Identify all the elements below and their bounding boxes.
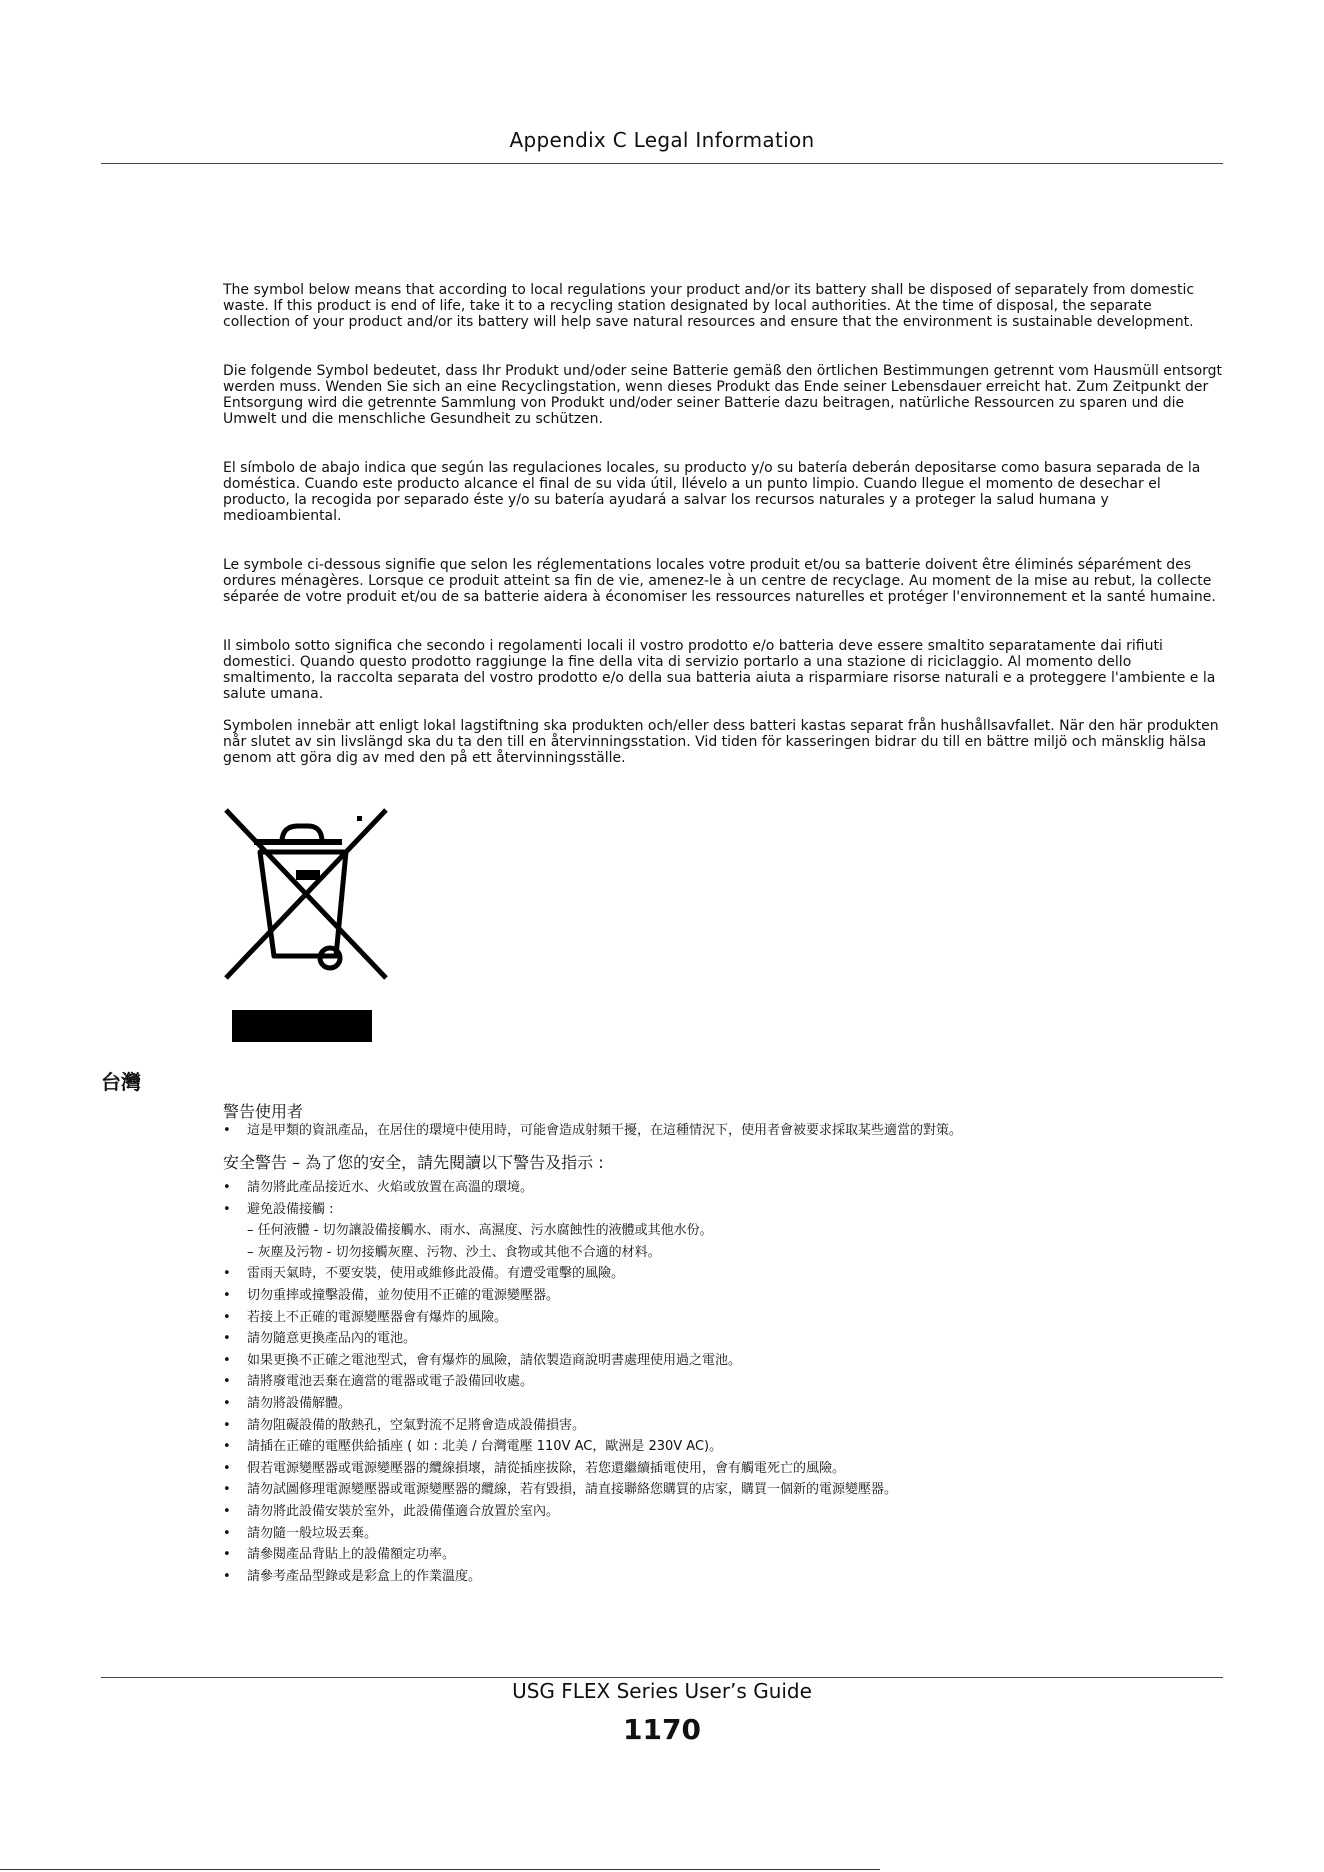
list-item — [223, 1482, 897, 1498]
bullet-icon: • — [223, 1331, 231, 1347]
list-item-text: 若接上不正確的電源變壓器會有爆炸的風險。 — [247, 1309, 508, 1325]
list-item-text: 請將廢電池丟棄在適當的電器或電子設備回收處。 — [247, 1374, 534, 1390]
list-item-text: – 灰塵及污物 - 切勿接觸灰塵、污物、沙土、食物或其他不合適的材料。 — [247, 1244, 661, 1260]
bullet-icon: • — [223, 1396, 231, 1411]
bullet-icon: • — [223, 1180, 231, 1195]
taiwan-warning-heading: 警告使用者 — [223, 1102, 304, 1121]
bullet-icon: • — [223, 1439, 231, 1455]
weee-paragraph-english: The symbol below means that according to local regulations your product and/or its battery shall be disposed of separately from domestic waste. If this product is end of life, take it to a recycling station designated by local authorities. At the time of disposal, the separate collection of your product and/or its battery will help save natural resources and ensure that the environment is sustainable development. — [223, 282, 1195, 330]
list-item — [223, 1353, 741, 1369]
list-item-text: 請勿將此設備安裝於室外，此設備僅適合放置於室內。 — [247, 1504, 560, 1519]
list-item — [223, 1202, 334, 1218]
list-item — [223, 1504, 559, 1520]
list-item-text: 請勿將此產品接近水、火焰或放置在高溫的環境。 — [247, 1180, 534, 1195]
list-item — [223, 1288, 559, 1304]
weee-paragraph-spanish: El símbolo de abajo indica que según las regulaciones locales, su producto y/o su batería deberán depositarse como basura separada de la doméstica. Cuando este producto alcance el final de su vida útil, llévelo a un punto limpio. Cuando llegue el momento de desechar el producto, la recogida por separado éste y/o su batería ayudará a salvar los recursos naturales y a proteger la salud humana y medioambiental. — [223, 460, 1201, 524]
list-item — [223, 1396, 351, 1412]
bullet-icon: • — [223, 1374, 231, 1390]
list-item-text: – 任何液體 - 切勿讓設備接觸水、雨水、高濕度、污水腐蝕性的液體或其他水份。 — [247, 1223, 713, 1239]
list-item-text: 請勿隨意更換產品內的電池。 — [247, 1331, 417, 1347]
bullet-icon: • — [223, 1547, 231, 1563]
list-item — [223, 1547, 455, 1563]
bullet-icon: • — [223, 1201, 231, 1217]
list-item-text: 切勿重摔或撞擊設備，並勿使用不正確的電源變壓器。 — [247, 1288, 560, 1303]
footer-rule — [101, 1677, 1223, 1678]
header-rule — [101, 163, 1223, 164]
list-item — [223, 1374, 533, 1390]
page-number: 1170 — [623, 1713, 701, 1746]
list-item-text: 請勿隨一般垃圾丟棄。 — [247, 1525, 378, 1541]
list-item — [223, 1331, 416, 1347]
list-item — [223, 1180, 533, 1196]
weee-paragraph-swedish: Symbolen innebär att enligt lokal lagstiftning ska produkten och/eller dess batteri kastas separat från hushållsavfallet. När den här produkten når slutet av sin livslängd ska du ta den till en återvinningsstation. Vid tiden för kasseringen bidrar du till en bättre miljö och mänsklig hälsa genom att göra dig av med den på ett återvinningsställe. — [223, 718, 1219, 766]
list-item — [223, 1439, 722, 1455]
bottom-edge-rule — [0, 1869, 880, 1870]
bullet-icon: • — [223, 1288, 231, 1303]
bullet-icon: • — [223, 1568, 231, 1584]
list-item — [223, 1266, 624, 1282]
list-item-text: 請參考產品型錄或是彩盒上的作業溫度。 — [247, 1568, 482, 1584]
bullet-icon: • — [223, 1352, 231, 1368]
header-title: Appendix C Legal Information — [509, 128, 815, 152]
taiwan-safety-heading: 安全警告 – 為了您的安全，請先閱讀以下警告及指示 : — [223, 1153, 604, 1172]
list-item — [223, 1223, 713, 1239]
bullet-icon: • — [223, 1482, 231, 1498]
crossed-out-wheelie-bin-icon — [222, 808, 390, 1044]
list-item — [223, 1526, 377, 1542]
list-item — [223, 1245, 661, 1261]
list-item-text: 雷雨天氣時，不要安裝，使用或維修此設備。有遭受電擊的風險。 — [247, 1266, 625, 1282]
bullet-icon: • — [223, 1417, 231, 1433]
taiwan-section-label: 台灣 — [101, 1070, 141, 1094]
list-item — [223, 1461, 845, 1477]
list-item-text: 如果更換不正確之電池型式，會有爆炸的風險，請依製造商說明書處理使用過之電池。 — [247, 1352, 742, 1368]
footer-guide-title: USG FLEX Series User’s Guide — [512, 1679, 812, 1703]
list-item-text: 請參閱產品背貼上的設備額定功率。 — [247, 1547, 456, 1563]
list-item-text: 請插在正確的電壓供給插座 ( 如 : 北美 / 台灣電壓 110V AC，歐洲是 230V AC)。 — [247, 1439, 723, 1455]
bullet-icon: • — [223, 1266, 231, 1282]
weee-paragraph-italian: Il simbolo sotto significa che secondo i regolamenti locali il vostro prodotto e/o batteria deve essere smaltito separatamente dai rifiuti domestici. Quando questo prodotto raggiunge la fine della vita di servizio portarlo a una stazione di riciclaggio. Al momento dello smaltimento, la raccolta separata del vostro prodotto e/o della sua batteria aiuta a risparmiare risorse naturali e a proteggere l'ambiente e la salute umana. — [223, 638, 1216, 702]
list-item-text: 請勿將設備解體。 — [247, 1396, 352, 1411]
weee-paragraph-french: Le symbole ci-dessous signifie que selon les réglementations locales votre produit et/ou sa batterie doivent être éliminés séparément des ordures ménagères. Lorsque ce produit atteint sa fin de vie, amenez-le à un centre de recyclage. Au moment de la mise au rebut, la collecte séparée de votre produit et/ou de sa batterie aidera à économiser les ressources naturelles et protéger l'environnement et la santé humaine. — [223, 557, 1216, 605]
bullet-icon: • — [223, 1504, 231, 1519]
list-item-text: 這是甲類的資訊產品，在居住的環境中使用時，可能會造成射頻干擾，在這種情況下，使用者會被要求採取某些適當的對策。 — [247, 1123, 963, 1138]
list-item — [223, 1418, 585, 1434]
list-item-text: 請勿試圖修理電源變壓器或電源變壓器的纜線，若有毀損，請直接聯絡您購買的店家，購買一個新的電源變壓器。 — [247, 1482, 898, 1498]
bullet-icon: • — [223, 1525, 231, 1541]
list-item-text: 請勿阻礙設備的散熱孔，空氣對流不足將會造成設備損害。 — [247, 1417, 586, 1433]
list-item-text: 假若電源變壓器或電源變壓器的纜線損壞，請從插座拔除，若您還繼續插電使用，會有觸電死亡的風險。 — [247, 1460, 846, 1476]
list-item — [223, 1310, 507, 1326]
list-item-text: 避免設備接觸 : — [247, 1201, 334, 1217]
weee-paragraph-german: Die folgende Symbol bedeutet, dass Ihr Produkt und/oder seine Batterie gemäß den örtlichen Bestimmungen getrennt vom Hausmüll entsorgt werden muss. Wenden Sie sich an eine Recyclingstation, wenn dieses Produkt das Ende seiner Lebensdauer erreicht hat. Zum Zeitpunkt der Entsorgung wird die getrennte Sammlung von Produkt und/oder seiner Batterie dazu beitragen, natürliche Ressourcen zu sparen und die Umwelt und die menschliche Gesundheit zu schützen. — [223, 363, 1223, 427]
list-item — [223, 1569, 481, 1585]
bullet-icon: • — [223, 1309, 231, 1325]
bullet-icon: • — [223, 1460, 231, 1476]
taiwan-warning-item — [223, 1123, 962, 1139]
bullet-icon: • — [223, 1123, 231, 1138]
